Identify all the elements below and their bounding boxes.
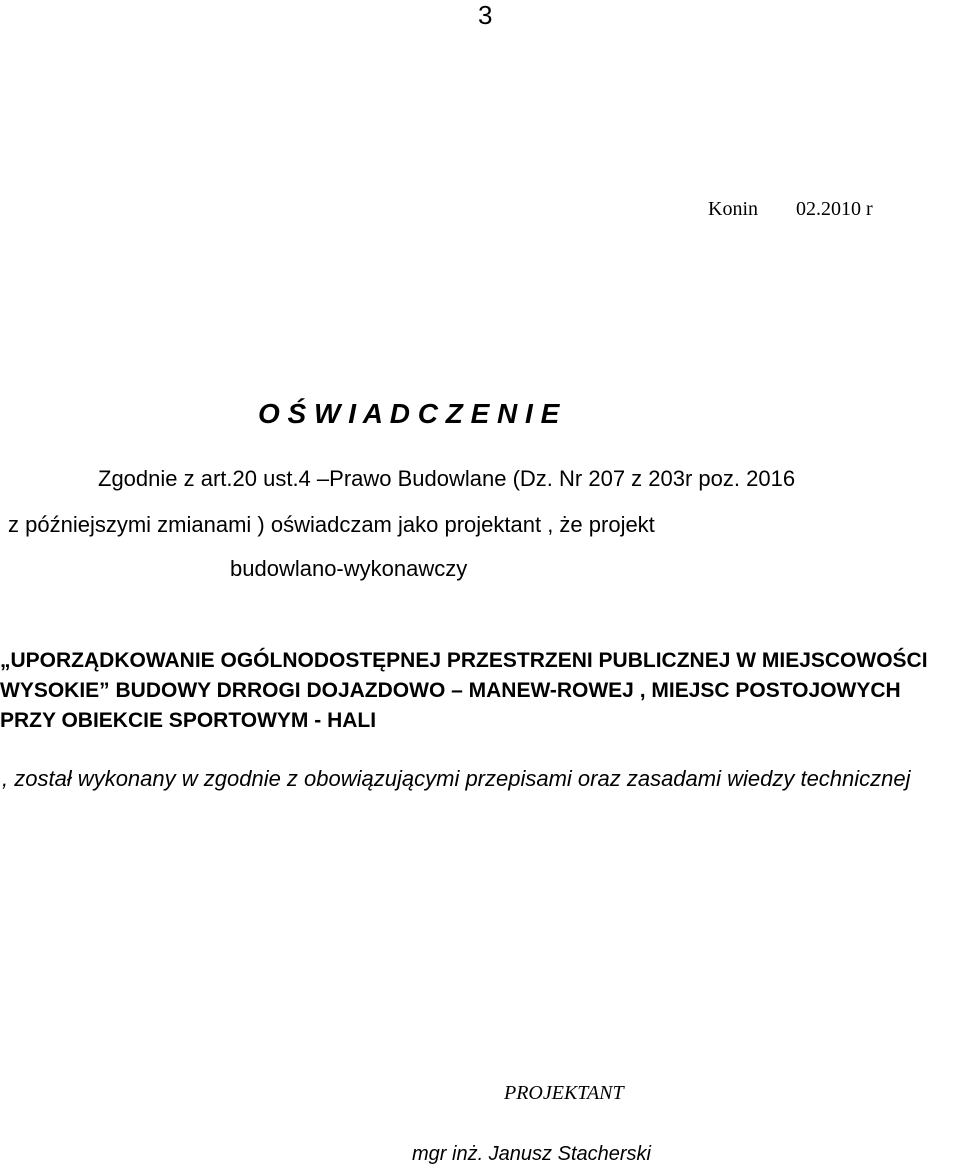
statement-line-1: Zgodnie z art.20 ust.4 –Prawo Budowlane (Dz. Nr 207 z 203r poz. 2016 bbox=[98, 466, 796, 491]
place: Konin bbox=[708, 198, 758, 220]
signer-name: mgr inż. Janusz Stacherski bbox=[412, 1143, 651, 1165]
document-title: O Ś W I A D C Z E N I E bbox=[258, 398, 560, 429]
date: 02.2010 r bbox=[796, 198, 873, 220]
statement-line-3: budowlano-wykonawczy bbox=[230, 556, 468, 581]
signer-role: PROJEKTANT bbox=[504, 1082, 624, 1104]
project-name: „UPORZĄDKOWANIE OGÓLNODOSTĘPNEJ PRZESTRZENI PUBLICZNEJ W MIEJSCOWOŚCI WYSOKIE” BUDOWY DRROGI DOJAZDOWO – MANEW-ROWEJ , MIEJSC POSTOJOWYCH PRZY OBIEKCIE SPORTOWYM - HALI bbox=[0, 649, 928, 732]
place-and-date bbox=[708, 198, 873, 221]
statement-line-2: z późniejszymi zmianami ) oświadczam jako projektant , że projekt bbox=[8, 512, 655, 537]
page-number: 3 bbox=[478, 0, 493, 30]
closing-statement: , został wykonany w zgodnie z obowiązującymi przepisami oraz zasadami wiedzy technicznej bbox=[2, 766, 911, 791]
